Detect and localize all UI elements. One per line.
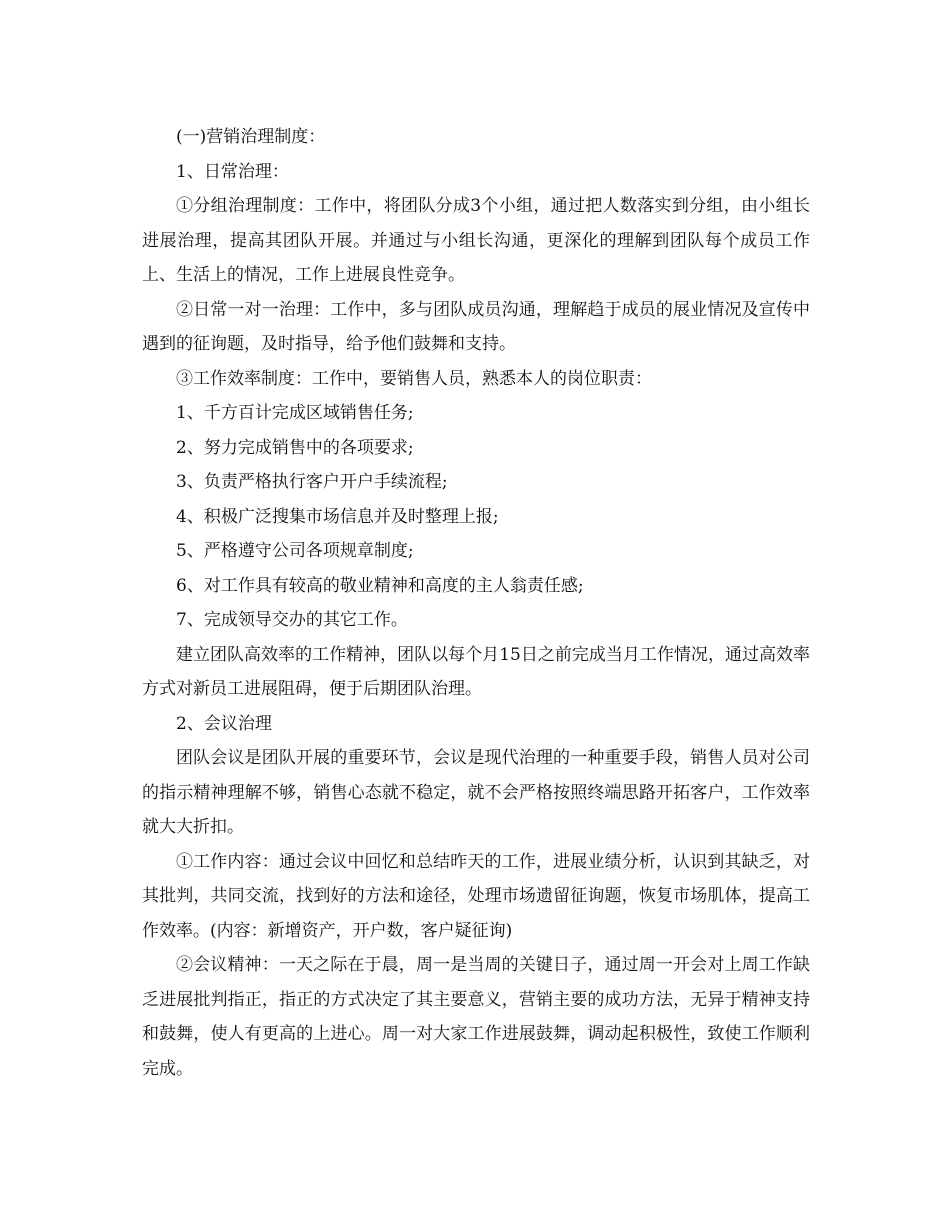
- paragraph-group-management: ①分组治理制度：工作中，将团队分成3个小组，通过把人数落实到分组，由小组长进展治理，提高其团队开展。并通过与小组长沟通，更深化的理解到团队每个成员工作上、生活上的情况，工作上进展良性竞争。: [142, 196, 810, 285]
- paragraph-work-content: ①工作内容：通过会议中回忆和总结昨天的工作，进展业绩分析，认识到其缺乏，对其批判，共同交流，找到好的方法和途径，处理市场遗留征询题，恢复市场肌体，提高工作效率。(内容：新增资产，开户数，客户疑征询): [142, 851, 810, 941]
- paragraph-efficiency-system: ③工作效率制度：工作中，要销售人员，熟悉本人的岗位职责：: [176, 368, 652, 389]
- list-item: 5、严格遵守公司各项规章制度;: [176, 541, 414, 561]
- list-item: 6、对工作具有较高的敬业精神和高度的主人翁责任感;: [176, 575, 584, 596]
- list-item: 3、负责严格执行客户开户手续流程;: [176, 472, 448, 492]
- document-body: [142, 120, 810, 1086]
- paragraph-meeting-spirit: ②会议精神：一天之际在于晨，周一是当周的关键日子，通过周一开会对上周工作缺乏进展批判指正，指正的方式决定了其主要意义，营销主要的成功方法，无异于精神支持和鼓舞，使人有更高的上进心。周一对大家工作进展鼓舞，调动起积极性，致使工作顺利完成。: [142, 955, 810, 1079]
- subsection-heading-meeting-management: 2、会议治理: [176, 713, 272, 734]
- list-item: 2、努力完成销售中的各项要求;: [176, 437, 414, 458]
- section-heading-marketing-management: (一)营销治理制度：: [176, 127, 326, 147]
- list-item: 4、积极广泛搜集市场信息并及时整理上报;: [176, 506, 499, 527]
- paragraph-one-on-one-management: ②日常一对一治理：工作中，多与团队成员沟通，理解趋于成员的展业情况及宣传中遇到的征询题，及时指导，给予他们鼓舞和支持。: [142, 299, 810, 354]
- paragraph-team-meeting: 团队会议是团队开展的重要环节，会议是现代治理的一种重要手段，销售人员对公司的指示精神理解不够，销售心态就不稳定，就不会严格按照终端思路开拓客户，工作效率就大大折扣。: [142, 748, 810, 837]
- paragraph-team-spirit: 建立团队高效率的工作精神，团队以每个月15日之前完成当月工作情况，通过高效率方式对新员工进展阻碍，便于后期团队治理。: [142, 644, 810, 699]
- subsection-heading-daily-management: 1、日常治理：: [176, 161, 289, 182]
- list-item: 1、千方百计完成区域销售任务;: [176, 403, 414, 423]
- list-item: 7、完成领导交办的其它工作。: [176, 610, 408, 630]
